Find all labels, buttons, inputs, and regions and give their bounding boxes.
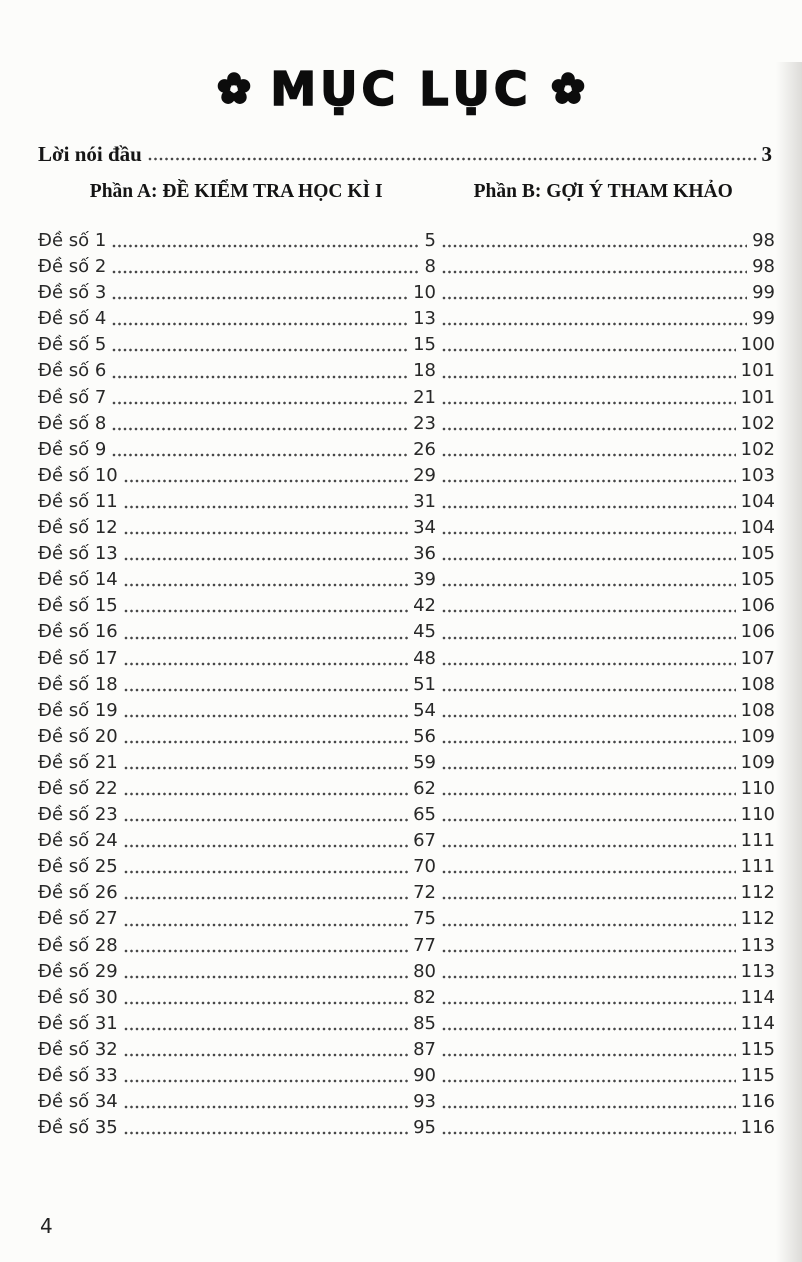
leader-dots-a bbox=[124, 843, 408, 849]
toc-page-a: 67 bbox=[413, 830, 436, 852]
toc-row-part-a bbox=[38, 985, 436, 1011]
leader-dots-a bbox=[124, 895, 408, 901]
toc-page-a: 10 bbox=[413, 282, 436, 304]
flower-right-icon bbox=[550, 71, 586, 107]
leader-dots-b bbox=[442, 922, 736, 928]
toc-row bbox=[38, 280, 775, 306]
toc-row-part-b bbox=[436, 541, 775, 567]
toc-row bbox=[38, 593, 775, 619]
toc-entry-label: Đề số 13 bbox=[38, 543, 118, 565]
toc-row-part-b bbox=[436, 280, 775, 306]
leader-dots-b bbox=[442, 739, 736, 745]
toc-page-a: 82 bbox=[413, 986, 436, 1008]
toc-row-part-b bbox=[436, 1115, 775, 1141]
leader-dots-b bbox=[442, 478, 736, 484]
toc-page-b: 114 bbox=[740, 986, 775, 1008]
toc-row-part-a bbox=[38, 463, 436, 489]
toc-row bbox=[38, 672, 775, 698]
leader-dots-b bbox=[442, 948, 736, 954]
toc-row-part-a bbox=[38, 828, 436, 854]
toc-entry-label: Đề số 31 bbox=[38, 1012, 118, 1034]
toc-entry-label: Đề số 5 bbox=[38, 334, 107, 356]
leader-dots-a bbox=[112, 426, 408, 432]
preface-label: Lời nói đầu bbox=[38, 142, 142, 166]
leader-dots-a bbox=[124, 478, 408, 484]
leader-dots-a bbox=[124, 1130, 408, 1136]
toc-page-b: 109 bbox=[740, 725, 775, 747]
toc-page-b: 105 bbox=[740, 569, 775, 591]
toc-entry-label: Đề số 1 bbox=[38, 230, 107, 251]
leader-dots-b bbox=[442, 1026, 736, 1032]
toc-entry-label: Đề số 35 bbox=[38, 1117, 118, 1139]
toc-page-b: 103 bbox=[740, 464, 775, 486]
leader-dots-b bbox=[442, 817, 736, 823]
toc-row-part-a bbox=[38, 698, 436, 724]
toc-page-b: 102 bbox=[740, 438, 775, 460]
toc-row-part-b bbox=[436, 724, 775, 750]
toc-entry-label: Đề số 20 bbox=[38, 725, 118, 747]
toc-row bbox=[38, 358, 775, 384]
leader-dots-a bbox=[124, 974, 408, 980]
toc-row bbox=[38, 306, 775, 332]
toc-page-b: 110 bbox=[740, 804, 775, 826]
toc-row-part-a bbox=[38, 411, 436, 437]
toc-row-part-b bbox=[436, 985, 775, 1011]
toc-page-a: 93 bbox=[413, 1091, 436, 1113]
toc-page-b: 108 bbox=[740, 699, 775, 721]
leader-dots-b bbox=[442, 608, 736, 614]
toc-entry-label: Đề số 22 bbox=[38, 777, 118, 799]
toc-row bbox=[38, 1011, 775, 1037]
toc-row-part-b bbox=[436, 906, 775, 932]
toc-page-a: 34 bbox=[413, 517, 436, 539]
leader-dots-a bbox=[124, 635, 408, 641]
toc-row-part-b bbox=[436, 802, 775, 828]
toc-row-part-a bbox=[38, 306, 436, 332]
toc-page-a: 62 bbox=[413, 777, 436, 799]
toc-row bbox=[38, 828, 775, 854]
toc-row bbox=[38, 489, 775, 515]
toc-page-a: 54 bbox=[413, 699, 436, 721]
section-b-title: Phần B: GỢI Ý THAM KHẢO bbox=[473, 181, 733, 202]
toc-page-b: 109 bbox=[740, 751, 775, 773]
toc-row-part-b bbox=[436, 619, 775, 645]
toc-page-b: 108 bbox=[740, 673, 775, 695]
toc-entry-label: Đề số 33 bbox=[38, 1065, 118, 1086]
toc-row-part-b bbox=[436, 828, 775, 854]
toc-row-part-a bbox=[38, 959, 436, 985]
leader-dots-a bbox=[124, 817, 408, 823]
toc-row bbox=[38, 1115, 775, 1141]
toc-row-part-b bbox=[436, 385, 775, 411]
toc-row bbox=[38, 698, 775, 724]
toc-row bbox=[38, 411, 775, 437]
toc-row-part-a bbox=[38, 280, 436, 306]
toc-row bbox=[38, 619, 775, 645]
leader-dots-b bbox=[442, 374, 736, 380]
toc-page-a: 75 bbox=[413, 908, 436, 930]
leader-dots-a bbox=[124, 530, 408, 536]
toc-row bbox=[38, 254, 775, 280]
toc-page-b: 111 bbox=[740, 830, 775, 852]
toc-page-b: 114 bbox=[740, 1012, 775, 1034]
toc-entry-label: Đề số 30 bbox=[38, 986, 118, 1008]
toc-page-a: 95 bbox=[413, 1117, 436, 1139]
toc-row-part-b bbox=[436, 933, 775, 959]
leader-dots-a bbox=[112, 321, 408, 327]
toc-entry-label: Đề số 9 bbox=[38, 438, 107, 460]
leader-dots-a bbox=[112, 374, 408, 380]
toc-entry-label: Đề số 24 bbox=[38, 830, 118, 852]
toc-row bbox=[38, 1063, 775, 1089]
toc-row-part-b bbox=[436, 1063, 775, 1089]
toc-page-b: 99 bbox=[752, 282, 775, 304]
toc-row-part-b bbox=[436, 489, 775, 515]
leader-dots-a bbox=[124, 739, 408, 745]
toc-row bbox=[38, 646, 775, 672]
leader-dots-a bbox=[112, 400, 408, 406]
leader-dots-b bbox=[442, 635, 736, 641]
toc-page-b: 106 bbox=[740, 621, 775, 643]
toc-page-a: 90 bbox=[413, 1065, 436, 1086]
leader-dots-b bbox=[442, 791, 736, 797]
preface-row bbox=[38, 142, 772, 166]
toc-page-a: 13 bbox=[413, 308, 436, 330]
toc-row bbox=[38, 959, 775, 985]
leader-dots-a bbox=[112, 243, 419, 249]
toc-page-a: 85 bbox=[413, 1012, 436, 1034]
toc-row bbox=[38, 880, 775, 906]
toc-row-part-a bbox=[38, 515, 436, 541]
toc-entry-label: Đề số 21 bbox=[38, 751, 118, 773]
toc-row bbox=[38, 228, 775, 254]
leader-dots-a bbox=[124, 869, 408, 875]
toc-row-part-a bbox=[38, 228, 436, 254]
toc-page-b: 101 bbox=[740, 360, 775, 382]
toc-row-part-b bbox=[436, 567, 775, 593]
footer-page-number: 4 bbox=[40, 1214, 53, 1238]
toc-entry-label: Đề số 29 bbox=[38, 960, 118, 982]
toc-row-part-b bbox=[436, 411, 775, 437]
toc-page-a: 29 bbox=[413, 464, 436, 486]
toc-row-part-a bbox=[38, 802, 436, 828]
leader-dots-b bbox=[442, 582, 736, 588]
toc-page-a: 21 bbox=[413, 386, 436, 408]
leader-dots-a bbox=[124, 713, 408, 719]
toc-page-a: 87 bbox=[413, 1038, 436, 1060]
toc-row-part-a bbox=[38, 1063, 436, 1089]
toc-page-a: 39 bbox=[413, 569, 436, 591]
toc-page-b: 104 bbox=[740, 517, 775, 539]
toc-entry-label: Đề số 12 bbox=[38, 517, 118, 539]
leader-dots-b bbox=[442, 243, 747, 249]
flower-left-icon bbox=[216, 71, 252, 107]
toc-row bbox=[38, 437, 775, 463]
leader-dots-a bbox=[124, 1078, 408, 1084]
toc-page-b: 102 bbox=[740, 412, 775, 434]
toc-row-part-a bbox=[38, 332, 436, 358]
toc-row bbox=[38, 1089, 775, 1115]
leader-dots-a bbox=[124, 504, 408, 510]
toc-page-b: 113 bbox=[740, 960, 775, 982]
toc-row-part-b bbox=[436, 1037, 775, 1063]
leader-dots-b bbox=[442, 1130, 736, 1136]
toc-page-b: 115 bbox=[740, 1038, 775, 1060]
page-edge-shadow bbox=[776, 62, 802, 1262]
toc-entry-label: Đề số 17 bbox=[38, 647, 118, 669]
toc-entry-label: Đề số 32 bbox=[38, 1038, 118, 1060]
toc-entry-label: Đề số 8 bbox=[38, 412, 107, 434]
leader-dots-a bbox=[124, 582, 408, 588]
leader-dots-b bbox=[442, 1052, 736, 1058]
toc-entry-label: Đề số 11 bbox=[38, 490, 118, 512]
toc-row-part-a bbox=[38, 541, 436, 567]
toc-row-part-b bbox=[436, 254, 775, 280]
toc-entry-label: Đề số 25 bbox=[38, 856, 118, 878]
toc-page-a: 65 bbox=[413, 804, 436, 826]
leader-dots-b bbox=[442, 713, 736, 719]
toc-entry-label: Đề số 10 bbox=[38, 464, 118, 486]
toc-page-b: 111 bbox=[740, 856, 775, 878]
toc-row-part-a bbox=[38, 646, 436, 672]
toc-page-b: 115 bbox=[740, 1065, 775, 1086]
toc-entry-label: Đề số 15 bbox=[38, 595, 118, 617]
toc-row-part-b bbox=[436, 1089, 775, 1115]
leader-dots-a bbox=[112, 452, 408, 458]
toc-entry-label: Đề số 18 bbox=[38, 673, 118, 695]
toc-row bbox=[38, 724, 775, 750]
leader-dots-a bbox=[124, 922, 408, 928]
toc-entry-label: Đề số 6 bbox=[38, 360, 107, 382]
toc-row bbox=[38, 332, 775, 358]
toc-page-a: 18 bbox=[413, 360, 436, 382]
toc-page-a: 15 bbox=[413, 334, 436, 356]
scanned-page bbox=[0, 62, 802, 1238]
leader-dots-b bbox=[442, 843, 736, 849]
toc-page-b: 98 bbox=[752, 230, 775, 251]
leader-dots-b bbox=[442, 400, 736, 406]
toc-row-part-a bbox=[38, 724, 436, 750]
toc-page-b: 100 bbox=[740, 334, 775, 356]
toc-row-part-a bbox=[38, 437, 436, 463]
toc-entry-label: Đề số 26 bbox=[38, 882, 118, 904]
toc-row-part-b bbox=[436, 880, 775, 906]
toc-row-part-a bbox=[38, 1037, 436, 1063]
toc-page-a: 51 bbox=[413, 673, 436, 695]
toc-row-part-b bbox=[436, 228, 775, 254]
toc-page-a: 26 bbox=[413, 438, 436, 460]
toc-page-b: 112 bbox=[740, 882, 775, 904]
toc-page-b: 113 bbox=[740, 934, 775, 956]
toc-row bbox=[38, 1037, 775, 1063]
toc-row-part-a bbox=[38, 880, 436, 906]
leader-dots-b bbox=[442, 1104, 736, 1110]
toc-row-part-b bbox=[436, 306, 775, 332]
toc-row-part-b bbox=[436, 358, 775, 384]
leader-dots-b bbox=[442, 556, 736, 562]
toc-page-b: 106 bbox=[740, 595, 775, 617]
toc-row-part-a bbox=[38, 567, 436, 593]
toc-row-part-b bbox=[436, 959, 775, 985]
leader-dots-b bbox=[442, 321, 747, 327]
leader-dots-b bbox=[442, 269, 747, 275]
toc-row bbox=[38, 463, 775, 489]
toc-entry-label: Đề số 14 bbox=[38, 569, 118, 591]
toc-row-part-b bbox=[436, 593, 775, 619]
leader-dots-b bbox=[442, 895, 736, 901]
section-a-title: Phần A: ĐỀ KIỂM TRA HỌC KÌ I bbox=[89, 181, 383, 202]
toc-page-a: 80 bbox=[413, 960, 436, 982]
toc-entry-label: Đề số 3 bbox=[38, 282, 107, 304]
page-title-text: MỤC LỤC bbox=[270, 62, 532, 116]
toc-row-part-a bbox=[38, 1011, 436, 1037]
toc-page-b: 116 bbox=[740, 1117, 775, 1139]
leader-dots-a bbox=[124, 556, 408, 562]
toc-row bbox=[38, 776, 775, 802]
preface-page-number: 3 bbox=[761, 142, 772, 166]
toc-row-part-a bbox=[38, 489, 436, 515]
toc-row bbox=[38, 385, 775, 411]
toc-row bbox=[38, 567, 775, 593]
toc-row-part-b bbox=[436, 332, 775, 358]
toc-page-b: 98 bbox=[752, 256, 775, 278]
leader-dots-b bbox=[442, 1078, 736, 1084]
toc-entry-label: Đề số 16 bbox=[38, 621, 118, 643]
leader-dots-a bbox=[124, 765, 408, 771]
leader-dots-a bbox=[124, 1026, 408, 1032]
toc-page-a: 5 bbox=[424, 230, 436, 251]
toc-list bbox=[38, 228, 775, 1141]
toc-row-part-b bbox=[436, 646, 775, 672]
toc-row-part-a bbox=[38, 593, 436, 619]
toc-row bbox=[38, 515, 775, 541]
leader-dots-b bbox=[442, 530, 736, 536]
toc-entry-label: Đề số 2 bbox=[38, 256, 107, 278]
toc-row-part-a bbox=[38, 358, 436, 384]
toc-row bbox=[38, 802, 775, 828]
leader-dots-a bbox=[124, 661, 408, 667]
toc-row-part-b bbox=[436, 515, 775, 541]
toc-page-a: 31 bbox=[413, 490, 436, 512]
leader-dots-a bbox=[124, 608, 408, 614]
leader-dots-a bbox=[124, 687, 408, 693]
toc-page-b: 112 bbox=[740, 908, 775, 930]
toc-page-a: 45 bbox=[413, 621, 436, 643]
toc-page-a: 77 bbox=[413, 934, 436, 956]
leader-dots-b bbox=[442, 869, 736, 875]
toc-row-part-a bbox=[38, 672, 436, 698]
toc-row bbox=[38, 541, 775, 567]
toc-row-part-b bbox=[436, 463, 775, 489]
leader-dots-b bbox=[442, 661, 736, 667]
toc-page-a: 36 bbox=[413, 543, 436, 565]
toc-page-a: 8 bbox=[424, 256, 436, 278]
leader-dots-b bbox=[442, 426, 736, 432]
toc-page-a: 70 bbox=[413, 856, 436, 878]
section-headers bbox=[38, 181, 772, 203]
toc-row bbox=[38, 854, 775, 880]
toc-row-part-a bbox=[38, 933, 436, 959]
toc-row-part-b bbox=[436, 854, 775, 880]
toc-page-a: 56 bbox=[413, 725, 436, 747]
page-title bbox=[0, 62, 802, 116]
toc-page-a: 23 bbox=[413, 412, 436, 434]
toc-row bbox=[38, 933, 775, 959]
toc-row-part-b bbox=[436, 698, 775, 724]
toc-row bbox=[38, 906, 775, 932]
toc-page-a: 42 bbox=[413, 595, 436, 617]
leader-dots-a bbox=[112, 347, 408, 353]
toc-page-a: 72 bbox=[413, 882, 436, 904]
toc-row-part-a bbox=[38, 776, 436, 802]
leader-dots-a bbox=[124, 791, 408, 797]
leader-dots-b bbox=[442, 687, 736, 693]
toc-row-part-a bbox=[38, 1089, 436, 1115]
toc-row-part-a bbox=[38, 619, 436, 645]
toc-row-part-a bbox=[38, 906, 436, 932]
toc-row-part-b bbox=[436, 750, 775, 776]
toc-row bbox=[38, 985, 775, 1011]
toc-page-b: 101 bbox=[740, 386, 775, 408]
leader-dots-b bbox=[442, 347, 736, 353]
toc-row-part-b bbox=[436, 672, 775, 698]
toc-row-part-b bbox=[436, 776, 775, 802]
toc-entry-label: Đề số 4 bbox=[38, 308, 107, 330]
toc-row-part-a bbox=[38, 254, 436, 280]
toc-page-b: 116 bbox=[740, 1091, 775, 1113]
toc-row-part-b bbox=[436, 437, 775, 463]
toc-page-b: 99 bbox=[752, 308, 775, 330]
toc-row bbox=[38, 750, 775, 776]
toc-entry-label: Đề số 19 bbox=[38, 699, 118, 721]
leader-dots-a bbox=[124, 1052, 408, 1058]
toc-page-a: 48 bbox=[413, 647, 436, 669]
toc-row-part-a bbox=[38, 854, 436, 880]
toc-row-part-a bbox=[38, 750, 436, 776]
toc-entry-label: Đề số 28 bbox=[38, 934, 118, 956]
leader-dots-a bbox=[124, 1000, 408, 1006]
toc-page-b: 104 bbox=[740, 490, 775, 512]
toc-page-b: 105 bbox=[740, 543, 775, 565]
leader-dots-a bbox=[112, 295, 408, 301]
toc-entry-label: Đề số 34 bbox=[38, 1091, 118, 1113]
leader-dots-b bbox=[442, 1000, 736, 1006]
leader-dots-b bbox=[442, 452, 736, 458]
leader-dots-a bbox=[112, 269, 419, 275]
toc-entry-label: Đề số 23 bbox=[38, 804, 118, 826]
toc-page-a: 59 bbox=[413, 751, 436, 773]
toc-row-part-b bbox=[436, 1011, 775, 1037]
toc-page-b: 107 bbox=[740, 647, 775, 669]
toc-entry-label: Đề số 7 bbox=[38, 386, 107, 408]
toc-row-part-a bbox=[38, 1115, 436, 1141]
preface-leader-dots bbox=[148, 156, 757, 162]
leader-dots-b bbox=[442, 504, 736, 510]
toc-entry-label: Đề số 27 bbox=[38, 908, 118, 930]
leader-dots-b bbox=[442, 295, 747, 301]
leader-dots-a bbox=[124, 1104, 408, 1110]
leader-dots-a bbox=[124, 948, 408, 954]
leader-dots-b bbox=[442, 974, 736, 980]
leader-dots-b bbox=[442, 765, 736, 771]
toc-page-b: 110 bbox=[740, 777, 775, 799]
toc-row-part-a bbox=[38, 385, 436, 411]
